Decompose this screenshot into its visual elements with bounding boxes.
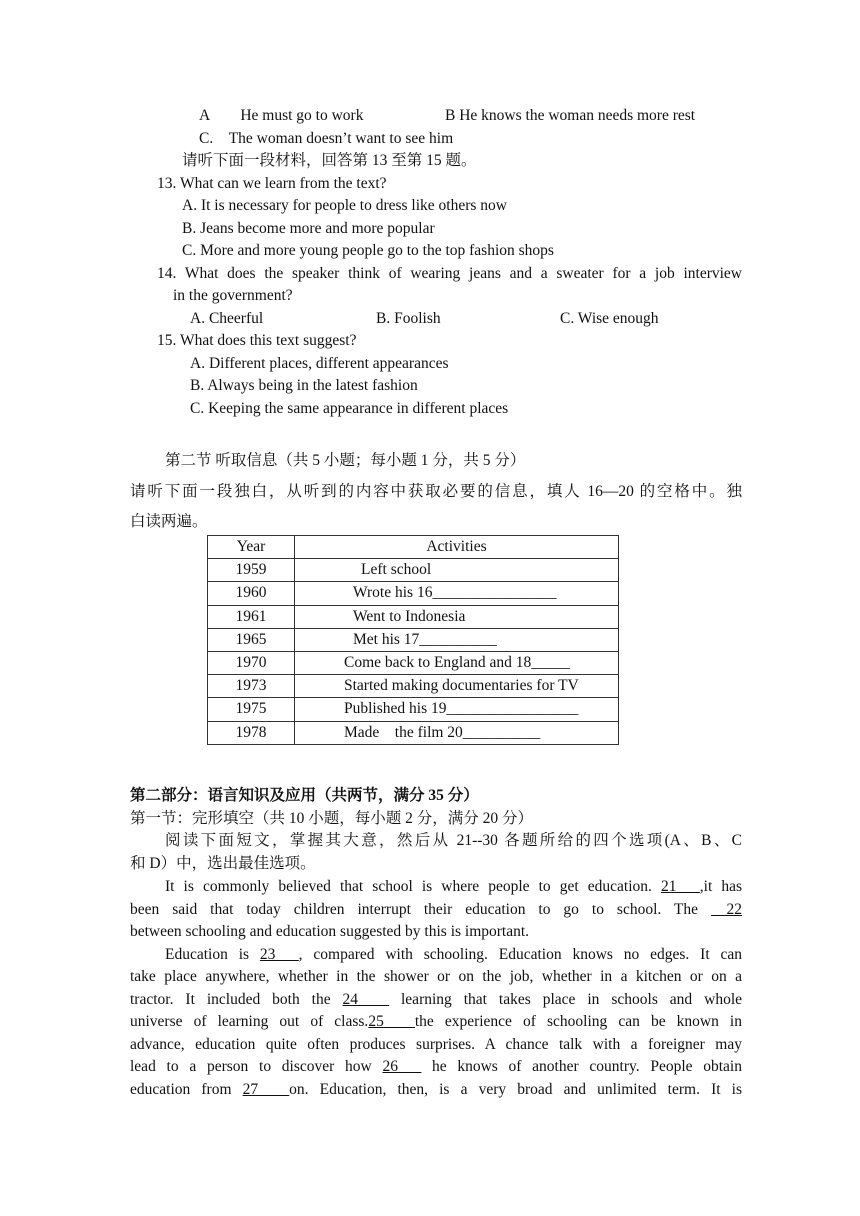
passage-line — [130, 1012, 742, 1032]
table-header-row — [208, 536, 619, 559]
row-activity: Published his 19_________________ — [295, 698, 619, 721]
q13-option-a: A. It is necessary for people to dress like others now — [182, 197, 507, 214]
row-year: 1965 — [208, 628, 295, 651]
table-row — [208, 651, 619, 674]
row-activity: Come back to England and 18_____ — [295, 651, 619, 674]
passage-text: ,it has — [699, 878, 743, 895]
q15-option-b: B. Always being in the latest fashion — [190, 377, 418, 394]
q12-option-a: A He must go to work — [199, 107, 364, 124]
q14-option-b: B. Foolish — [376, 310, 441, 327]
passage-text: he knows of another country. People obtain — [431, 1058, 742, 1075]
q15-stem: 15. What does this text suggest? — [157, 332, 357, 349]
row-activity: Wrote his 16________________ — [295, 582, 619, 605]
row-year: 1961 — [208, 605, 295, 628]
passage-line — [130, 900, 742, 920]
row-year: 1959 — [208, 559, 295, 582]
passage-line — [165, 945, 742, 965]
blank-24: 24____ — [342, 991, 390, 1008]
passage-text: education from — [130, 1081, 232, 1098]
passage-text: the experience of schooling can be known in — [414, 1013, 742, 1030]
q12-option-c: C. The woman doesn’t want to see him — [199, 130, 454, 147]
passage-line — [130, 1057, 742, 1077]
header-year: Year — [208, 536, 295, 559]
table-row — [208, 698, 619, 721]
section2-title: 第二节 听取信息（共 5 小题；每小题 1 分，共 5 分） — [165, 452, 526, 469]
part2-instruction-line1: 阅读下面短文，掌握其大意，然后从 21--30 各题所给的四个选项(A、B、C — [165, 832, 742, 849]
q15-option-c: C. Keeping the same appearance in different places — [190, 400, 509, 417]
activities-table — [207, 535, 619, 745]
passage-text: , compared with schooling. Education knows no edges. It can — [298, 946, 742, 963]
q15-option-a: A. Different places, different appearances — [190, 355, 449, 372]
table-row — [208, 582, 619, 605]
row-activity: Left school — [295, 559, 619, 582]
blank-21: 21___ — [661, 878, 700, 895]
section2-instruction-line1: 请听下面一段独白，从听到的内容中获取必要的信息，填人 16—20 的空格中。独 — [130, 483, 742, 500]
table-row — [208, 559, 619, 582]
q14-option-a: A. Cheerful — [190, 310, 264, 327]
instruction-13-15: 请听下面一段材料，回答第 13 至第 15 题。 — [182, 152, 477, 169]
passage-text: universe of learning out of class. — [130, 1013, 369, 1030]
passage-line — [165, 877, 742, 897]
blank-22: __22 — [711, 901, 742, 918]
q13-stem: 13. What can we learn from the text? — [157, 175, 387, 192]
blank-27: 27____ — [242, 1081, 290, 1098]
passage-text: on. Education, then, is a very broad and unlimited term. It is — [289, 1081, 742, 1098]
table-row — [208, 628, 619, 651]
row-activity: Made the film 20__________ — [295, 721, 619, 744]
table-body — [208, 559, 619, 745]
row-activity: Went to Indonesia — [295, 605, 619, 628]
passage-line — [130, 1080, 742, 1100]
row-year: 1973 — [208, 675, 295, 698]
passage-text: lead to a person to discover how — [130, 1058, 372, 1075]
passage-text: Education is — [165, 946, 250, 963]
blank-25: 25____ — [368, 1013, 415, 1030]
blank-23: 23___ — [259, 946, 299, 963]
row-activity: Met his 17__________ — [295, 628, 619, 651]
passage-text: been said that today children interrupt their education to go to school. The — [130, 901, 699, 918]
part2-instruction-line2: 和 D）中，选出最佳选项。 — [130, 855, 316, 872]
table-row — [208, 721, 619, 744]
row-year: 1978 — [208, 721, 295, 744]
q13-option-b: B. Jeans become more and more popular — [182, 220, 435, 237]
section2-instruction-line2: 白读两遍。 — [130, 513, 208, 530]
row-year: 1970 — [208, 651, 295, 674]
header-activities: Activities — [295, 536, 619, 559]
passage-line: take place anywhere, whether in the shower or on the job, whether in a kitchen or on a — [130, 968, 742, 985]
row-year: 1960 — [208, 582, 295, 605]
passage-line: advance, education quite often produces surprises. A chance talk with a foreigner may — [130, 1036, 742, 1053]
q13-option-c: C. More and more young people go to the top fashion shops — [182, 242, 554, 259]
passage-text: It is commonly believed that school is where people to get education. — [165, 878, 652, 895]
q14-stem-line2: in the government? — [173, 287, 293, 304]
row-activity: Started making documentaries for TV — [295, 675, 619, 698]
part2-title: 第二部分：语言知识及应用（共两节，满分 35 分） — [130, 787, 479, 804]
passage-text: tractor. It included both the — [130, 991, 331, 1008]
blank-26: 26___ — [382, 1058, 422, 1075]
q14-stem-line1: 14. What does the speaker think of wearing jeans and a sweater for a job interview — [157, 265, 742, 282]
row-year: 1975 — [208, 698, 295, 721]
passage-line: between schooling and education suggested by this is important. — [130, 923, 530, 940]
passage-line — [130, 990, 742, 1010]
table-row — [208, 675, 619, 698]
q14-option-c: C. Wise enough — [560, 310, 659, 327]
part2-section1-title: 第一节：完形填空（共 10 小题，每小题 2 分，满分 20 分） — [130, 810, 534, 827]
passage-text: learning that takes place in schools and whole — [401, 991, 743, 1008]
q12-option-b: B He knows the woman needs more rest — [445, 107, 696, 124]
table-row — [208, 605, 619, 628]
